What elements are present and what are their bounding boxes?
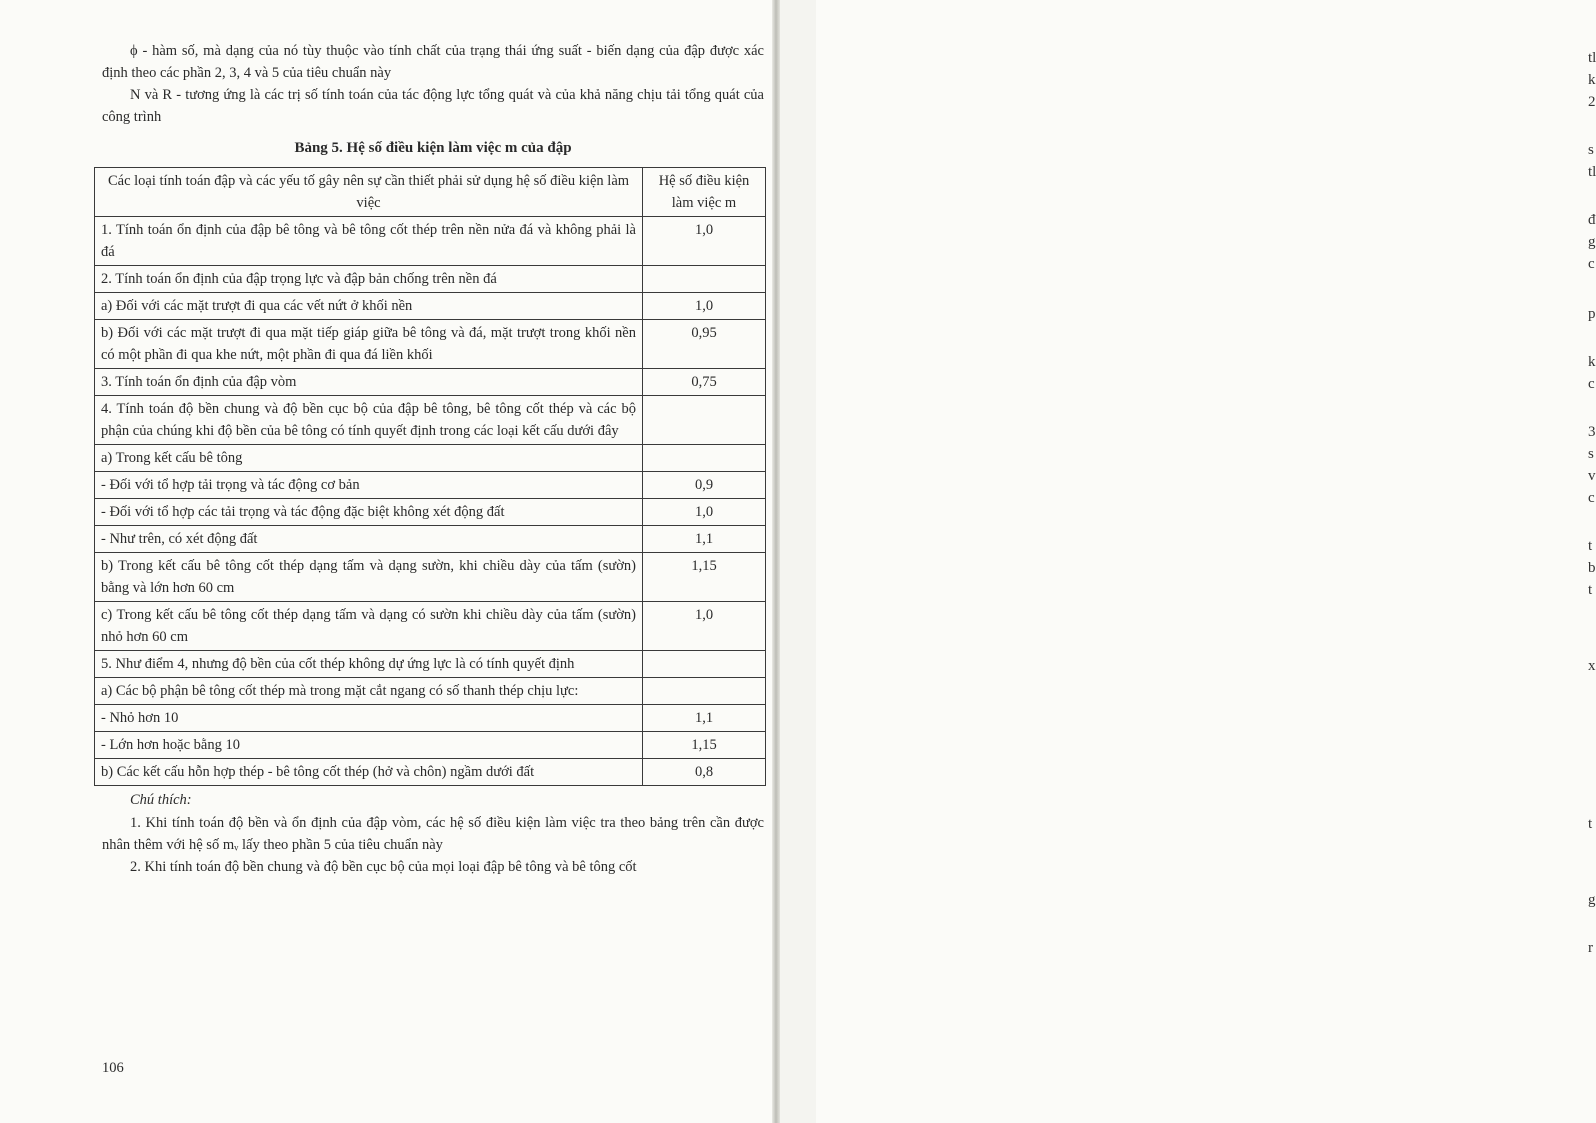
table-row [95, 526, 766, 553]
page-content [102, 40, 764, 878]
adjacent-page-fragment: t [1588, 582, 1593, 598]
book-gutter [772, 0, 780, 1123]
note-2: 2. Khi tính toán độ bền chung và độ bền cục bộ của mọi loại đập bê tông và bê tông cốt [130, 859, 637, 875]
header-coefficient: Hệ số điều kiện làm việc m [643, 168, 766, 217]
table-header-row [95, 168, 766, 217]
row-description: 3. Tính toán ổn định của đập vòm [95, 369, 643, 396]
table-row [95, 472, 766, 499]
row-description: b) Các kết cấu hỗn hợp thép - bê tông cốt thép (hở và chôn) ngầm dưới đất [95, 759, 643, 786]
adjacent-page-fragment: c [1588, 376, 1595, 392]
adjacent-page-fragment: g [1588, 892, 1596, 908]
adjacent-page-fragment: s [1588, 142, 1594, 158]
row-coefficient: 1,1 [643, 705, 766, 732]
row-description: 5. Như điểm 4, nhưng độ bền của cốt thép không dự ứng lực là có tính quyết định [95, 651, 643, 678]
table-title: Bảng 5. Hệ số điều kiện làm việc m của đập [294, 140, 572, 156]
table-row [95, 266, 766, 293]
row-description: c) Trong kết cấu bê tông cốt thép dạng tấm và dạng có sườn khi chiều dày của tấm (sườn) nhỏ hơn 60 cm [95, 602, 643, 651]
header-calculation-type: Các loại tính toán đập và các yếu tố gây nên sự cần thiết phải sử dụng hệ số điều kiện làm việc [95, 168, 643, 217]
row-description: a) Các bộ phận bê tông cốt thép mà trong mặt cắt ngang có số thanh thép chịu lực: [95, 678, 643, 705]
row-description: b) Đối với các mặt trượt đi qua mặt tiếp giáp giữa bê tông và đá, mặt trượt trong khối nền có một phần đi qua khe nứt, một phần đi qua đá liền khối [95, 320, 643, 369]
table-row [95, 396, 766, 445]
adjacent-page-fragment: x [1588, 658, 1596, 674]
adjacent-page-fragment: 2 [1588, 94, 1596, 110]
page-number: 106 [102, 1060, 124, 1076]
row-description: 4. Tính toán độ bền chung và độ bền cục bộ của đập bê tông, bê tông cốt thép và các bộ phận của chúng khi độ bền của bê tông có tính quyết định trong các loại kết cấu dưới đây [95, 396, 643, 445]
adjacent-page-fragment: r [1588, 940, 1593, 956]
row-description: - Nhỏ hơn 10 [95, 705, 643, 732]
notes-heading: Chú thích: [130, 792, 192, 808]
intro-paragraph-nr: N và R - tương ứng là các trị số tính toán của tác động lực tổng quát và của khả năng chịu tải tổng quát của công trình [102, 87, 764, 125]
table-row [95, 369, 766, 396]
row-coefficient [643, 266, 766, 293]
table-row [95, 602, 766, 651]
row-coefficient [643, 651, 766, 678]
table-row [95, 705, 766, 732]
row-description: - Đối với tổ hợp tải trọng và tác động cơ bản [95, 472, 643, 499]
row-description: - Đối với tổ hợp các tải trọng và tác động đặc biệt không xét động đất [95, 499, 643, 526]
table-row [95, 445, 766, 472]
adjacent-page-fragment: p [1588, 306, 1596, 322]
row-coefficient: 1,15 [643, 553, 766, 602]
adjacent-page-fragment: k [1588, 72, 1596, 88]
row-coefficient: 0,8 [643, 759, 766, 786]
table-body [95, 217, 766, 786]
row-description: 1. Tính toán ổn định của đập bê tông và bê tông cốt thép trên nền nửa đá và không phải là đá [95, 217, 643, 266]
adjacent-page-fragment: s [1588, 446, 1594, 462]
row-coefficient: 1,15 [643, 732, 766, 759]
row-coefficient [643, 445, 766, 472]
table-row [95, 217, 766, 266]
row-description: - Lớn hơn hoặc bằng 10 [95, 732, 643, 759]
row-description: a) Đối với các mặt trượt đi qua các vết nứt ở khối nền [95, 293, 643, 320]
adjacent-page-fragment: tl [1588, 164, 1596, 180]
row-description: - Như trên, có xét động đất [95, 526, 643, 553]
row-coefficient: 0,95 [643, 320, 766, 369]
row-description: a) Trong kết cấu bê tông [95, 445, 643, 472]
table-row [95, 732, 766, 759]
adjacent-page-fragment: đ [1588, 212, 1596, 228]
row-coefficient: 1,0 [643, 293, 766, 320]
row-coefficient: 1,0 [643, 499, 766, 526]
note-1: 1. Khi tính toán độ bền và ổn định của đập vòm, các hệ số điều kiện làm việc tra theo bảng trên cần được nhân thêm với hệ số mᵥ lấy theo phần 5 của tiêu chuẩn này [102, 815, 764, 853]
adjacent-page-fragment: k [1588, 354, 1596, 370]
adjacent-page-fragment: b [1588, 560, 1596, 576]
intro-paragraph-phi: ϕ - hàm số, mà dạng của nó tùy thuộc vào tính chất của trạng thái ứng suất - biến dạng của đập được xác định theo các phần 2, 3, 4 và 5 của tiêu chuẩn này [102, 43, 764, 81]
row-coefficient: 0,9 [643, 472, 766, 499]
table-row [95, 759, 766, 786]
row-description: b) Trong kết cấu bê tông cốt thép dạng tấm và dạng sườn, khi chiều dày của tấm (sườn) bằng và lớn hơn 60 cm [95, 553, 643, 602]
row-coefficient: 1,1 [643, 526, 766, 553]
adjacent-page-fragment: g [1588, 234, 1596, 250]
row-coefficient: 1,0 [643, 217, 766, 266]
table-row [95, 651, 766, 678]
coefficient-table [94, 167, 766, 786]
table-row [95, 320, 766, 369]
row-coefficient: 1,0 [643, 602, 766, 651]
row-description: 2. Tính toán ổn định của đập trọng lực và đập bản chống trên nền đá [95, 266, 643, 293]
row-coefficient [643, 396, 766, 445]
adjacent-page-fragment: tl [1588, 50, 1596, 66]
row-coefficient: 0,75 [643, 369, 766, 396]
row-coefficient [643, 678, 766, 705]
table-row [95, 499, 766, 526]
table-row [95, 293, 766, 320]
adjacent-page-fragment: c [1588, 490, 1595, 506]
table-row [95, 553, 766, 602]
adjacent-page-fragment: t [1588, 538, 1593, 554]
adjacent-page-fragment: 3 [1588, 424, 1596, 440]
adjacent-page-fragment: v [1588, 468, 1596, 484]
table-row [95, 678, 766, 705]
adjacent-page-fragment: c [1588, 256, 1595, 272]
adjacent-page-edge [780, 0, 1596, 1123]
adjacent-page-fragment: t [1588, 816, 1593, 832]
